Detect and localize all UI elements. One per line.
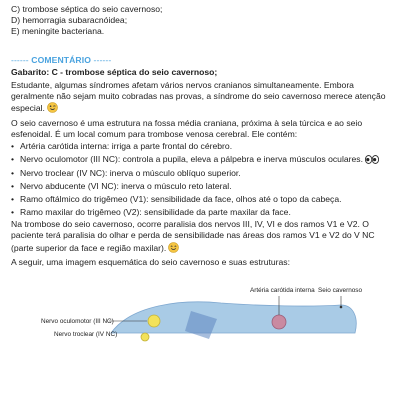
list-item-text: Ramo oftálmico do trigêmeo (V1): sensibilidade da face, olhos até o topo da cabeça. [20, 193, 342, 204]
comment-heading [11, 55, 392, 66]
oculomotor-label: Nervo oculomotor (III NC) [41, 318, 114, 326]
cavernous-sinus-figure [11, 274, 392, 374]
heading-dashes-left: ------ [11, 54, 29, 65]
list-item [11, 207, 392, 218]
option-d: D) hemorragia subaracnóidea; [11, 15, 128, 26]
troclear-nerve-shape [141, 333, 149, 341]
list-item [11, 181, 392, 192]
thrombosis-text: Na trombose do seio cavernoso, ocorre paralisia dos nervos III, IV, VI e dos ramos V1 e V2. O paciente terá paralisia do olhar e perda de sensibilidade nas áreas dos ramos V1 e V2 do V NC (parte superior da face e região maxilar). [11, 219, 375, 253]
carotid-label: Artéria carótida interna [250, 287, 315, 295]
document-page [0, 4, 400, 404]
intro-paragraph [11, 80, 392, 117]
list-item [11, 194, 392, 205]
oculomotor-nerve-shape [148, 315, 160, 327]
sinus-paragraph: O seio cavernoso é uma estrutura na fossa média craniana, próxima à sela túrcica e ao seio esfenoidal. É um local comum para trombose venosa cerebral. Ele contém: [11, 117, 363, 139]
carotid-artery-shape [272, 315, 286, 329]
bullet: • [11, 153, 15, 164]
figure-intro: A seguir, uma imagem esquemática do seio cavernoso e suas estruturas: [11, 256, 290, 267]
wink-emoji-icon [47, 102, 58, 116]
bullet: • [11, 193, 15, 204]
thrombosis-paragraph [11, 219, 392, 256]
list-item-text: Ramo maxilar do trigêmeo (V2): sensibilidade da parte maxilar da face. [20, 206, 291, 217]
sinus-shape [111, 302, 356, 333]
bullet: • [11, 168, 15, 179]
list-item-text: Nervo abducente (VI NC): inerva o músculo reto lateral. [20, 181, 232, 192]
smile-emoji-icon [168, 242, 179, 256]
list-item-text: Artéria carótida interna: irriga a parte frontal do cérebro. [20, 141, 233, 152]
list-item [11, 141, 392, 152]
sinus-leader-dot [340, 306, 343, 309]
list-item [11, 168, 392, 179]
bullet: • [11, 141, 15, 152]
bullet: • [11, 206, 15, 217]
intro-text: Estudante, algumas síndromes afetam vários nervos cranianos simultaneamente. Embora geralmente não sejam muito cobradas nas provas, a síndrome do seio cavernoso merece atenção especial. [11, 80, 386, 114]
answer-key: Gabarito: C - trombose séptica do seio cavernoso; [11, 66, 218, 77]
heading-text: COMENTÁRIO [31, 54, 92, 65]
list-item-text: Nervo troclear (IV NC): inerva o músculo oblíquo superior. [20, 168, 241, 179]
list-item-text: Nervo oculomotor (III NC): controla a pupila, eleva a pálpebra e inerva músculos oculares. [20, 153, 363, 164]
option-c: C) trombose séptica do seio cavernoso; [11, 4, 163, 14]
sinus-label: Seio cavernoso [318, 287, 363, 295]
bullet: • [11, 181, 15, 192]
list-item [11, 154, 392, 167]
troclear-label: Nervo troclear (IV NC) [54, 331, 118, 339]
option-e: E) meningite bacteriana. [11, 26, 105, 37]
sinus-contents-list [11, 141, 392, 218]
heading-dashes-right: ------ [93, 54, 112, 65]
eyes-emoji-icon [365, 155, 379, 167]
